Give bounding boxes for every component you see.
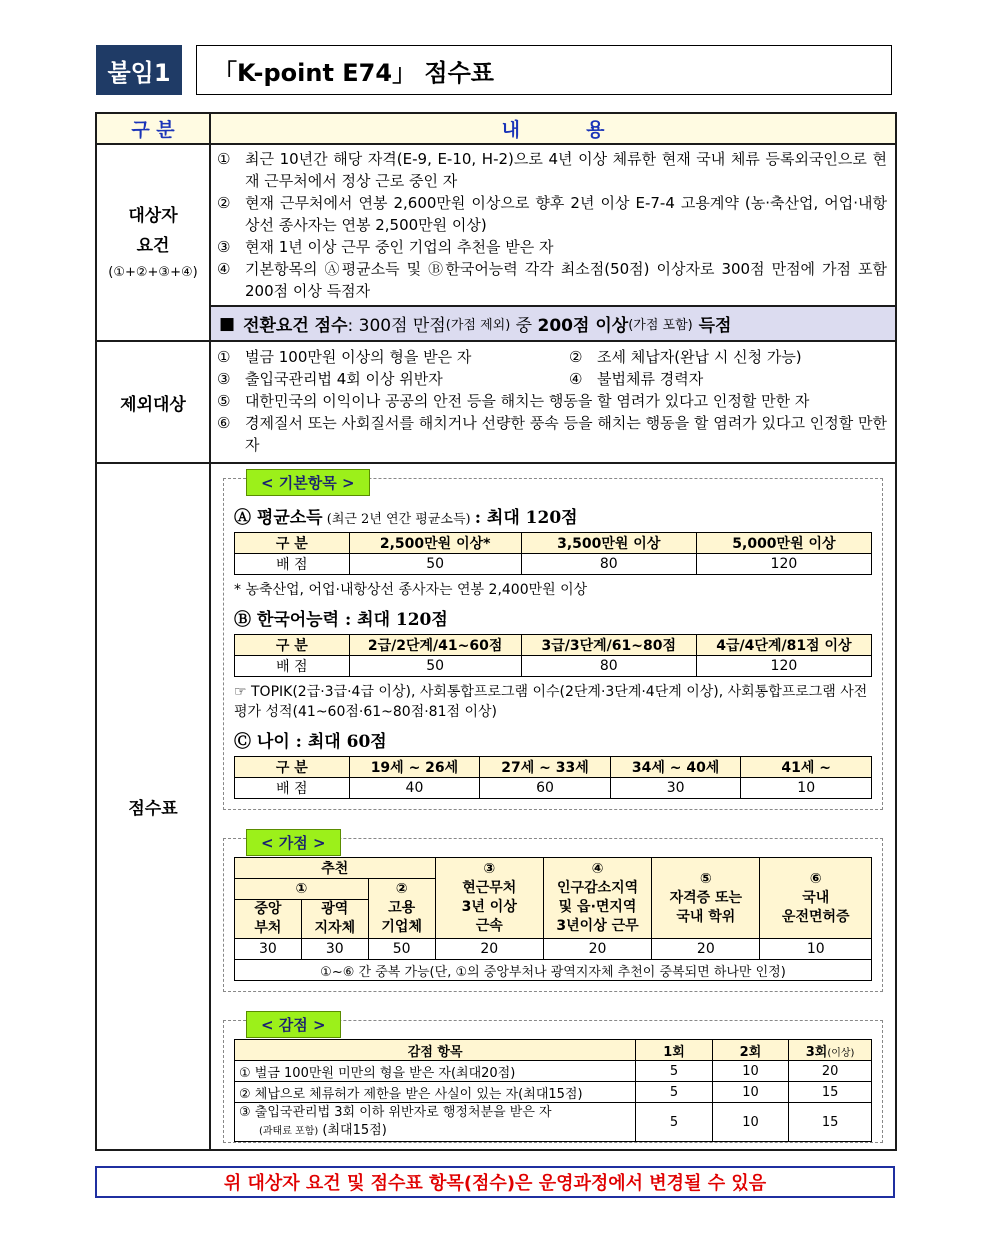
item-text: 최근 10년간 해당 자격(E-9, E-10, H-2)으로 4년 이상 체류한 현재 국내 체류 등록외국인으로 현재 근무처에서 정상 근로 중인 자 — [245, 150, 887, 190]
table-cell: 구 분 — [235, 533, 350, 554]
table-cell: 20 — [652, 939, 760, 960]
conversion-part3: 중 — [510, 316, 538, 336]
table-cell: 60 — [480, 778, 611, 799]
target-label — [96, 144, 210, 341]
target-label-line1: 대상자 — [128, 205, 178, 226]
table-row — [235, 1103, 872, 1142]
header-text: 3회 — [805, 1044, 828, 1060]
item-text: 조세 체납자(완납 시 신청 가능) — [597, 348, 802, 366]
table-cell: 30 — [235, 939, 302, 960]
header-content: 내 용 — [210, 113, 896, 144]
table-cell: 광역 지자체 — [301, 900, 368, 939]
excluded-item — [211, 412, 895, 456]
table-cell: 5 — [636, 1061, 712, 1082]
table-row — [235, 635, 872, 656]
target-item — [211, 148, 895, 192]
score-label: 점수표 — [96, 463, 210, 1150]
table-cell: 10 — [712, 1061, 788, 1082]
korean-table — [234, 634, 872, 677]
conversion-part6: 득점 — [692, 316, 732, 336]
age-title: Ⓒ 나이 : 최대 60점 — [234, 732, 387, 752]
item-number: ③ — [217, 238, 231, 256]
item-number: ② — [569, 348, 583, 366]
table-row — [235, 960, 872, 981]
target-label-line3: (①+②+③+④) — [108, 264, 198, 280]
income-table — [234, 532, 872, 575]
table-cell: 5 — [636, 1082, 712, 1103]
table-cell: ⑥ 국내 운전면허증 — [760, 858, 872, 939]
korean-title: Ⓑ 한국어능력 : 최대 120점 — [234, 610, 448, 630]
conversion-label: 전환요건 점수 — [243, 316, 348, 336]
table-cell: 감점 항목 — [235, 1040, 636, 1061]
table-cell: ② 고용 기업체 — [368, 879, 435, 939]
excluded-label: 제외대상 — [96, 341, 210, 463]
table-cell: 30 — [301, 939, 368, 960]
table-cell: 중앙 부처 — [235, 900, 302, 939]
excluded-row — [96, 341, 896, 463]
item-text: 출입국관리법 4회 이상 위반자 — [245, 370, 443, 388]
table-cell: ① — [235, 879, 369, 900]
table-cell: 120 — [696, 656, 871, 677]
target-item — [211, 258, 895, 302]
table-cell: 15 — [789, 1082, 872, 1103]
penalty-box — [223, 1016, 883, 1143]
excluded-item — [211, 390, 895, 412]
item-number: ⑥ — [217, 414, 231, 432]
basic-items-tag: < 기본항목 > — [246, 469, 370, 496]
table-cell: 5 — [636, 1103, 712, 1142]
table-cell: 4급/4단계/81점 이상 — [696, 635, 871, 656]
table-cell: ① 벌금 100만원 미만의 형을 받은 자(최대20점) — [235, 1061, 636, 1082]
table-cell: 5,000만원 이상 — [696, 533, 871, 554]
table-cell: 추천 — [235, 858, 436, 879]
table-cell: 50 — [349, 554, 521, 575]
table-row — [235, 757, 872, 778]
square-bullet-icon: ■ — [219, 313, 236, 334]
income-title-max: : 최대 120점 — [474, 508, 578, 528]
penalty-table — [234, 1039, 872, 1142]
table-cell: ② 체납으로 체류허가 제한을 받은 사실이 있는 자(최대15점) — [235, 1082, 636, 1103]
table-cell: 배 점 — [235, 554, 350, 575]
table-cell: ⑤ 자격증 또는 국내 학위 — [652, 858, 760, 939]
basic-items-box — [223, 474, 883, 810]
table-cell: ③ 현근무처 3년 이상 근속 — [435, 858, 543, 939]
header-sub: (이상) — [827, 1047, 855, 1059]
table-row — [235, 554, 872, 575]
table-cell — [235, 1103, 636, 1142]
table-cell: 10 — [712, 1082, 788, 1103]
item-number: ③ — [217, 370, 231, 388]
table-cell: 배 점 — [235, 778, 350, 799]
table-cell: 30 — [610, 778, 741, 799]
korean-note: ☞ TOPIK(2급·3급·4급 이상), 사회통합프로그램 이수(2단계·3단계·4단계 이상), 사회통합프로그램 사전평가 성적(41~60점·61~80점·81점 이상) — [234, 684, 868, 720]
table-cell: 20 — [435, 939, 543, 960]
conversion-part1: : 300점 만점 — [347, 316, 446, 336]
table-cell: ④ 인구감소지역 및 읍·면지역 3년이상 근무 — [543, 858, 651, 939]
item-number: ① — [217, 348, 231, 366]
table-cell: 3,500만원 이상 — [521, 533, 696, 554]
table-cell: 50 — [368, 939, 435, 960]
penalty-item-text: ③ 출입국관리법 3회 이하 위반자로 행정처분을 받은 자 — [239, 1104, 552, 1120]
table-cell — [789, 1040, 872, 1061]
footer-notice: 위 대상자 요건 및 점수표 항목(점수)은 운영과정에서 변경될 수 있음 — [95, 1166, 895, 1198]
table-cell: 1회 — [636, 1040, 712, 1061]
table-row — [235, 858, 872, 879]
table-cell: 배 점 — [235, 656, 350, 677]
table-cell: 19세 ~ 26세 — [349, 757, 480, 778]
table-cell: 10 — [712, 1103, 788, 1142]
bonus-table — [234, 857, 872, 981]
income-note: * 농축산업, 어업·내항상선 종사자는 연봉 2,400만원 이상 — [234, 582, 588, 598]
table-row — [235, 778, 872, 799]
score-content — [210, 463, 896, 1150]
item-text: 현재 근무처에서 연봉 2,600만원 이상으로 향후 2년 이상 E-7-4 고용계약 (농·축산업, 어업·내항상선 종사자는 연봉 2,500만원 이상) — [245, 194, 887, 234]
item-text: 대한민국의 이익이나 공공의 안전 등을 해치는 행동을 할 염려가 있다고 인정할 만한 자 — [245, 392, 810, 410]
table-cell: 120 — [696, 554, 871, 575]
target-content — [210, 144, 896, 341]
target-item — [211, 236, 895, 258]
conversion-part2: (가점 제외) — [445, 318, 511, 333]
excluded-pair — [211, 368, 895, 390]
attachment-tag: 붙임1 — [96, 45, 182, 95]
table-header-row — [96, 113, 896, 144]
income-title — [234, 503, 872, 528]
table-row — [235, 1061, 872, 1082]
item-text: 불법체류 경력자 — [597, 370, 704, 388]
table-cell: 20 — [543, 939, 651, 960]
item-number: ① — [217, 150, 231, 168]
table-row — [235, 1040, 872, 1061]
penalty-item-tail: (최대15점) — [318, 1122, 387, 1138]
target-item — [211, 192, 895, 236]
table-cell: 3급/3단계/61~80점 — [521, 635, 696, 656]
table-cell: 50 — [349, 656, 521, 677]
item-number: ④ — [217, 260, 231, 278]
item-number: ④ — [569, 370, 583, 388]
table-cell: 10 — [741, 778, 872, 799]
bonus-note: ①~⑥ 간 중복 가능(단, ①의 중앙부처나 광역지자체 추천이 중복되면 하나만 인정) — [235, 960, 872, 981]
header-category: 구 분 — [96, 113, 210, 144]
table-cell: 2,500만원 이상* — [349, 533, 521, 554]
score-row — [96, 463, 896, 1150]
conversion-part4: 200점 이상 — [537, 316, 629, 336]
target-row — [96, 144, 896, 341]
table-row — [235, 1082, 872, 1103]
conversion-requirement — [211, 305, 895, 340]
item-number: ② — [217, 194, 231, 212]
table-cell: 41세 ~ — [741, 757, 872, 778]
table-cell: 80 — [521, 656, 696, 677]
table-cell: 구 분 — [235, 635, 350, 656]
table-cell: 80 — [521, 554, 696, 575]
bonus-box — [223, 834, 883, 992]
page-title: 「K-point E74」 점수표 — [196, 45, 892, 95]
item-number: ⑤ — [217, 392, 231, 410]
conversion-part5: (가점 포함) — [628, 318, 693, 333]
table-cell: 10 — [760, 939, 872, 960]
table-cell: 2급/2단계/41~60점 — [349, 635, 521, 656]
penalty-item-sub: (과태료 포함) — [259, 1125, 319, 1137]
table-row — [235, 656, 872, 677]
table-cell: 27세 ~ 33세 — [480, 757, 611, 778]
excluded-pair — [211, 346, 895, 368]
table-cell: 20 — [789, 1061, 872, 1082]
age-table — [234, 756, 872, 799]
table-cell: 40 — [349, 778, 480, 799]
table-row — [235, 939, 872, 960]
table-cell: 15 — [789, 1103, 872, 1142]
item-text: 벌금 100만원 이상의 형을 받은 자 — [245, 348, 472, 366]
table-cell: 2회 — [712, 1040, 788, 1061]
income-title-main: Ⓐ 평균소득 — [234, 508, 323, 528]
table-cell: 구 분 — [235, 757, 350, 778]
income-title-sub: (최근 2년 연간 평균소득) — [322, 512, 475, 527]
table-cell: 34세 ~ 40세 — [610, 757, 741, 778]
bonus-tag: < 가점 > — [246, 829, 341, 856]
table-row — [235, 533, 872, 554]
item-text: 기본항목의 Ⓐ평균소득 및 Ⓑ한국어능력 각각 최소점(50점) 이상자로 300점 만점에 가점 포함 200점 이상 득점자 — [245, 260, 887, 300]
item-text: 현재 1년 이상 근무 중인 기업의 추천을 받은 자 — [245, 238, 554, 256]
penalty-tag: < 감점 > — [246, 1011, 341, 1038]
score-table — [95, 112, 897, 1151]
target-label-line2: 요건 — [136, 235, 170, 256]
item-text: 경제질서 또는 사회질서를 해치거나 선량한 풍속 등을 해치는 행동을 할 염려가 있다고 인정할 만한 자 — [245, 414, 887, 454]
excluded-content — [210, 341, 896, 463]
